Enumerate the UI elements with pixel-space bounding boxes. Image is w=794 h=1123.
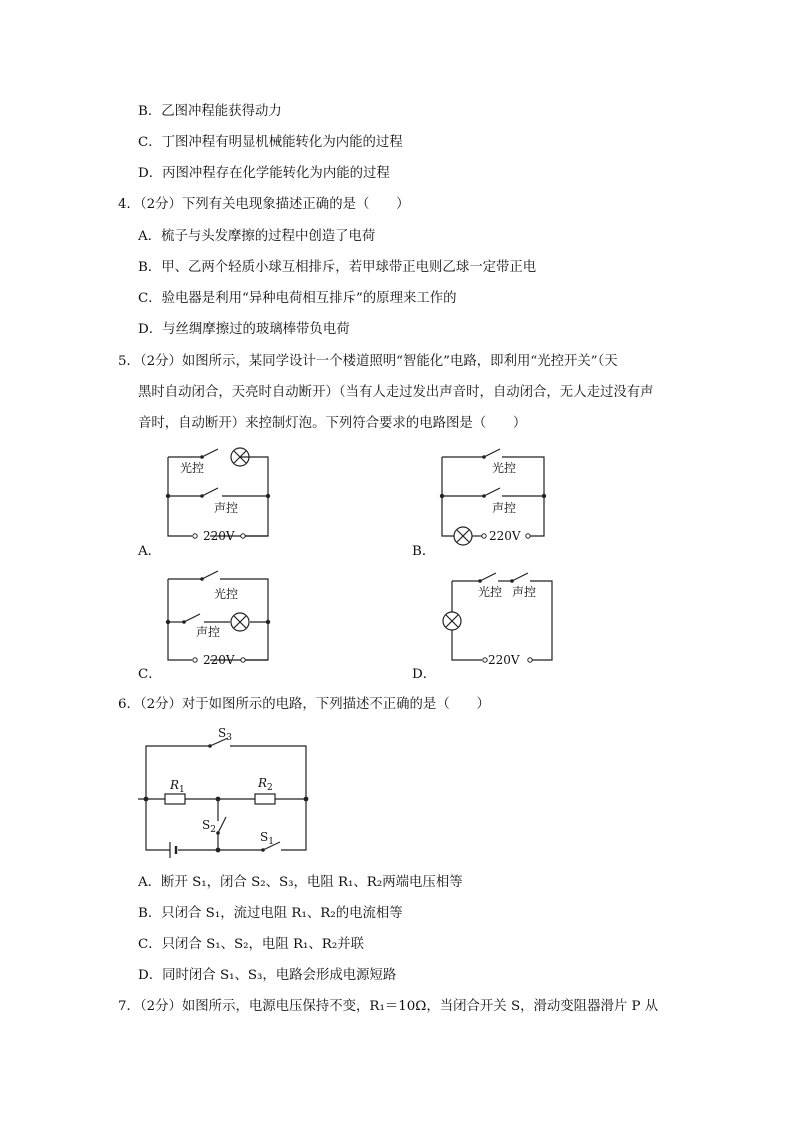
sound-switch bbox=[510, 573, 528, 583]
s1-label: $S_1$ bbox=[260, 830, 274, 847]
lamp-icon bbox=[454, 527, 472, 545]
voltage-label: 220V bbox=[203, 529, 235, 543]
q4-option-c: C．验电器是利用“异种电荷相互排斥”的原理来工作的 bbox=[138, 291, 457, 306]
lamp-icon bbox=[443, 612, 461, 630]
q5-option-c-label: C． bbox=[138, 667, 162, 682]
s2-label: $S_2$ bbox=[202, 818, 216, 835]
q4-option-a: A．梳子与头发摩擦的过程中创造了电荷 bbox=[138, 229, 376, 244]
s3-label: $S_3$ bbox=[218, 726, 232, 743]
q6-stem: 6．（2分）对于如图所示的电路，下列描述不正确的是（ ） bbox=[118, 697, 490, 712]
q3-option-b: B．乙图冲程能获得动力 bbox=[138, 104, 282, 119]
resistor-r1 bbox=[165, 794, 185, 804]
circuit-d bbox=[420, 562, 580, 687]
sound-switch-label: 声控 bbox=[512, 585, 537, 599]
light-switch-label: 光控 bbox=[214, 587, 239, 601]
sound-switch-label: 声控 bbox=[214, 501, 239, 515]
light-switch bbox=[200, 571, 218, 581]
q3-option-d: D．丙图冲程存在化学能转化为内能的过程 bbox=[138, 166, 390, 181]
lamp-icon bbox=[231, 613, 249, 631]
resistor-r2 bbox=[255, 794, 275, 804]
r1-label: $R_1$ bbox=[170, 778, 185, 795]
light-switch bbox=[482, 449, 500, 459]
q6-option-d: D．同时闭合 S₁、S₃，电路会形成电源短路 bbox=[138, 968, 397, 983]
light-switch-label: 光控 bbox=[180, 461, 205, 475]
q5-option-a-label: A． bbox=[138, 544, 162, 559]
q5-stem-line2: 黑时自动闭合，天亮时自动断开）（当有人走过发出声音时，自动闭合，无人走过没有声 bbox=[138, 385, 654, 400]
light-switch-label: 光控 bbox=[492, 461, 517, 475]
q3-option-c: C．丁图冲程有明显机械能转化为内能的过程 bbox=[138, 135, 403, 150]
circuit-b bbox=[420, 440, 580, 565]
q5-option-d-label: D． bbox=[412, 667, 437, 682]
battery-icon bbox=[170, 842, 176, 858]
sound-switch bbox=[182, 614, 200, 624]
voltage-label: 220V bbox=[203, 653, 235, 667]
light-switch bbox=[478, 573, 496, 583]
sound-switch bbox=[482, 488, 500, 498]
q6-option-b: B．只闭合 S₁，流过电阻 R₁、R₂的电流相等 bbox=[138, 906, 403, 921]
sound-switch-label: 声控 bbox=[196, 625, 221, 639]
sound-switch bbox=[200, 488, 218, 498]
q6-circuit bbox=[130, 725, 330, 865]
light-switch-label: 光控 bbox=[478, 585, 503, 599]
voltage-label: 220V bbox=[488, 653, 520, 667]
q7-stem: 7．（2分）如图所示，电源电压保持不变，R₁＝10Ω，当闭合开关 S，滑动变阻器滑片 P 从 bbox=[118, 999, 659, 1014]
q5-stem-line3: 音时，自动断开）来控制灯泡。下列符合要求的电路图是（ ） bbox=[138, 416, 527, 431]
r2-label: $R_2$ bbox=[258, 776, 273, 793]
q5-option-b-label: B． bbox=[412, 544, 436, 559]
q6-option-a: A．断开 S₁，闭合 S₂、S₃，电阻 R₁、R₂两端电压相等 bbox=[138, 875, 463, 890]
q4-stem: 4．（2分）下列有关电现象描述正确的是（ ） bbox=[118, 197, 410, 212]
q4-option-d: D．与丝绸摩擦过的玻璃棒带负电荷 bbox=[138, 322, 350, 337]
sound-switch-label: 声控 bbox=[492, 501, 517, 515]
q5-stem-line1: 5．（2分）如图所示，某同学设计一个楼道照明“智能化”电路，即利用“光控开关”（天 bbox=[118, 354, 618, 369]
q6-option-c: C．只闭合 S₁、S₂，电阻 R₁、R₂并联 bbox=[138, 937, 365, 952]
q4-option-b: B．甲、乙两个轻质小球互相排斥，若甲球带正电则乙球一定带正电 bbox=[138, 260, 537, 275]
light-switch bbox=[200, 449, 218, 459]
voltage-label: 220V bbox=[489, 529, 521, 543]
